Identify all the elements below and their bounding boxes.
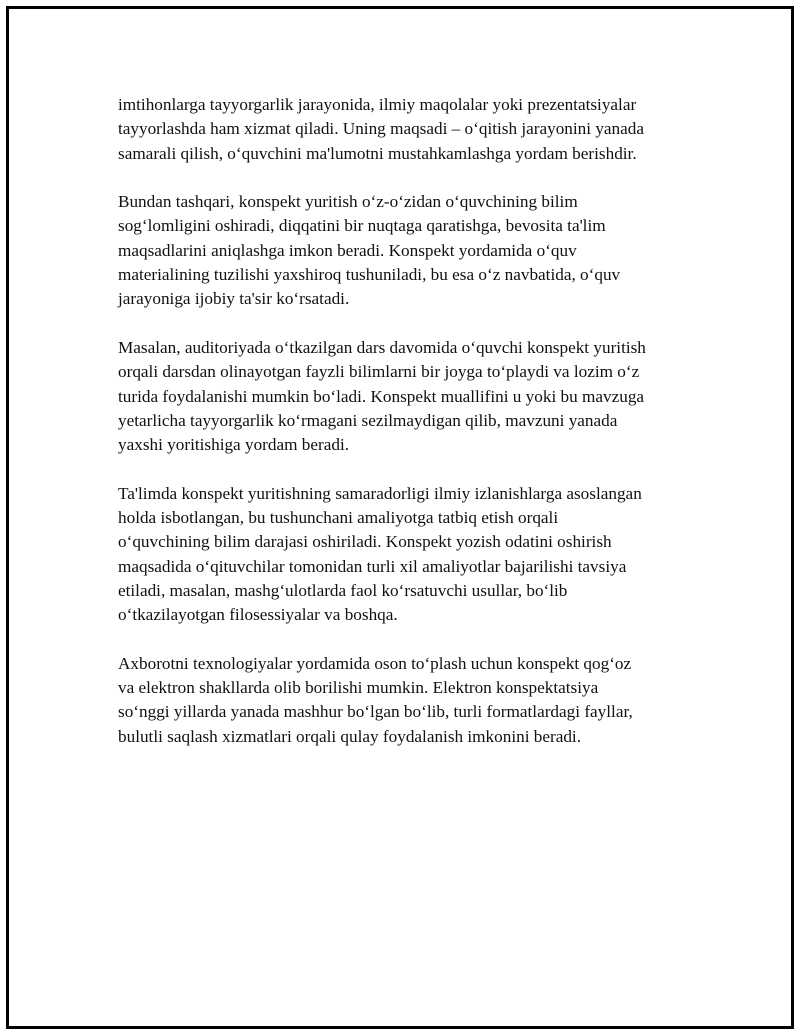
text-line: orqali darsdan olinayotgan fayzli bilimlarni bir joyga to‘playdi va lozim o‘z <box>118 362 640 382</box>
paragraph-3 <box>118 336 698 457</box>
text-line: o‘tkazilayotgan filosessiyalar va boshqa. <box>118 605 398 625</box>
text-line: Masalan, auditoriyada o‘tkazilgan dars davomida o‘quvchi konspekt yuritish <box>118 337 646 357</box>
paragraph-2 <box>118 190 698 311</box>
text-line: Axborotni texnologiyalar yordamida oson to‘plash uchun konspekt qog‘oz <box>118 653 632 673</box>
text-line: sog‘lomligini oshiradi, diqqatini bir nuqtaga qaratishga, bevosita ta'lim <box>118 216 606 236</box>
document-body <box>118 93 698 773</box>
text-line: so‘nggi yillarda yanada mashhur bo‘lgan bo‘lib, turli formatlardagi fayllar, <box>118 702 633 722</box>
text-line: turida foydalanishi mumkin bo‘ladi. Konspekt muallifini u yoki bu mavzuga <box>118 386 645 406</box>
text-line: holda isbotlangan, bu tushunchani amaliyotga tatbiq etish orqali <box>118 508 559 528</box>
text-line: etiladi, masalan, mashg‘ulotlarda faol ko‘rsatuvchi usullar, bo‘lib <box>118 580 568 600</box>
text-line: tayyorlashda ham xizmat qiladi. Uning maqsadi – o‘qitish jarayonini yanada <box>118 119 644 139</box>
text-line: bulutli saqlash xizmatlari orqali qulay foydalanish imkonini beradi. <box>118 726 582 746</box>
text-line: jarayoniga ijobiy ta'sir ko‘rsatadi. <box>118 289 350 309</box>
text-line: materialining tuzilishi yaxshiroq tushuniladi, bu esa o‘z navbatida, o‘quv <box>118 265 621 285</box>
text-line: maqsadida o‘qituvchilar tomonidan turli xil amaliyotlar bajarilishi tavsiya <box>118 556 627 576</box>
text-line: yaxshi yoritishiga yordam beradi. <box>118 435 350 455</box>
text-line: Ta'limda konspekt yuritishning samaradorligi ilmiy izlanishlarga asoslangan <box>118 483 642 503</box>
text-line: imtihonlarga tayyorgarlik jarayonida, ilmiy maqolalar yoki prezentatsiyalar <box>118 95 637 114</box>
text-line: va elektron shakllarda olib borilishi mumkin. Elektron konspektatsiya <box>118 678 599 698</box>
text-line: samarali qilish, o‘quvchini ma'lumotni mustahkamlashga yordam berishdir. <box>118 143 637 163</box>
text-line: Bundan tashqari, konspekt yuritish o‘z-o‘zidan o‘quvchining bilim <box>118 192 578 212</box>
paragraph-5 <box>118 652 698 749</box>
text-line: yetarlicha tayyorgarlik ko‘rmagani sezilmaydigan qilib, mavzuni yanada <box>118 410 618 430</box>
paragraph-1 <box>118 93 698 166</box>
text-line: maqsadlarini aniqlashga imkon beradi. Konspekt yordamida o‘quv <box>118 240 577 260</box>
text-line: o‘quvchining bilim darajasi oshiriladi. Konspekt yozish odatini oshirish <box>118 532 612 552</box>
paragraph-4 <box>118 482 698 628</box>
